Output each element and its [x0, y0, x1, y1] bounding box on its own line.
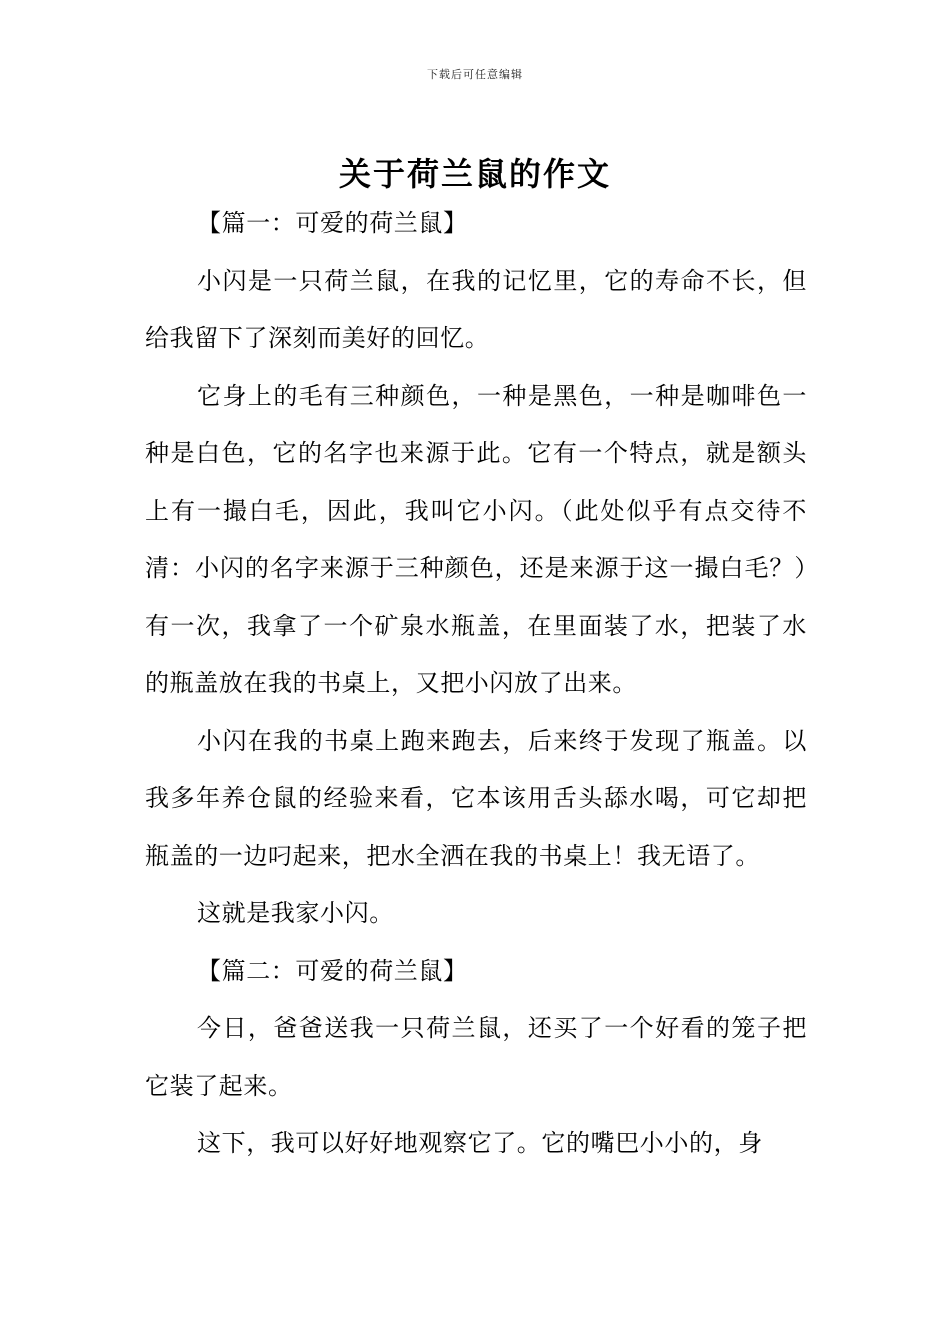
section-heading-2: 【篇二：可爱的荷兰鼠】: [197, 956, 468, 985]
section-heading-1: 【篇一：可爱的荷兰鼠】: [197, 209, 468, 237]
paragraph: 小闪在我的书桌上跑来跑去，后来终于发现了瓶盖。以我多年养仓鼠的经验来看，它本该用舌头舔水喝，可它却把瓶盖的一边叼起来，把水全洒在我的书桌上！我无语了。: [145, 726, 807, 870]
paragraph: 它身上的毛有三种颜色，一种是黑色，一种是咖啡色一种是白色，它的名字也来源于此。它有一个特点，就是额头上有一撮白毛，因此，我叫它小闪。（此处似乎有点交待不清：小闪的名字来源于三种颜色，还是来源于这一撮白毛？）有一次，我拿了一个矿泉水瓶盖，在里面装了水，把装了水的瓶盖放在我的书桌上，又把小闪放了出来。: [145, 381, 807, 697]
page-title: 关于荷兰鼠的作文: [338, 155, 611, 194]
paragraph: 小闪是一只荷兰鼠，在我的记忆里，它的寿命不长，但给我留下了深刻而美好的回忆。: [145, 266, 807, 352]
header-note: 下载后可任意编辑: [427, 68, 523, 81]
paragraph: 今日，爸爸送我一只荷兰鼠，还买了一个好看的笼子把它装了起来。: [145, 1014, 807, 1100]
essay-body: [145, 195, 807, 1173]
paragraph: 这就是我家小闪。: [197, 899, 394, 927]
paragraph: 这下，我可以好好地观察它了。它的嘴巴小小的，身: [197, 1129, 763, 1157]
